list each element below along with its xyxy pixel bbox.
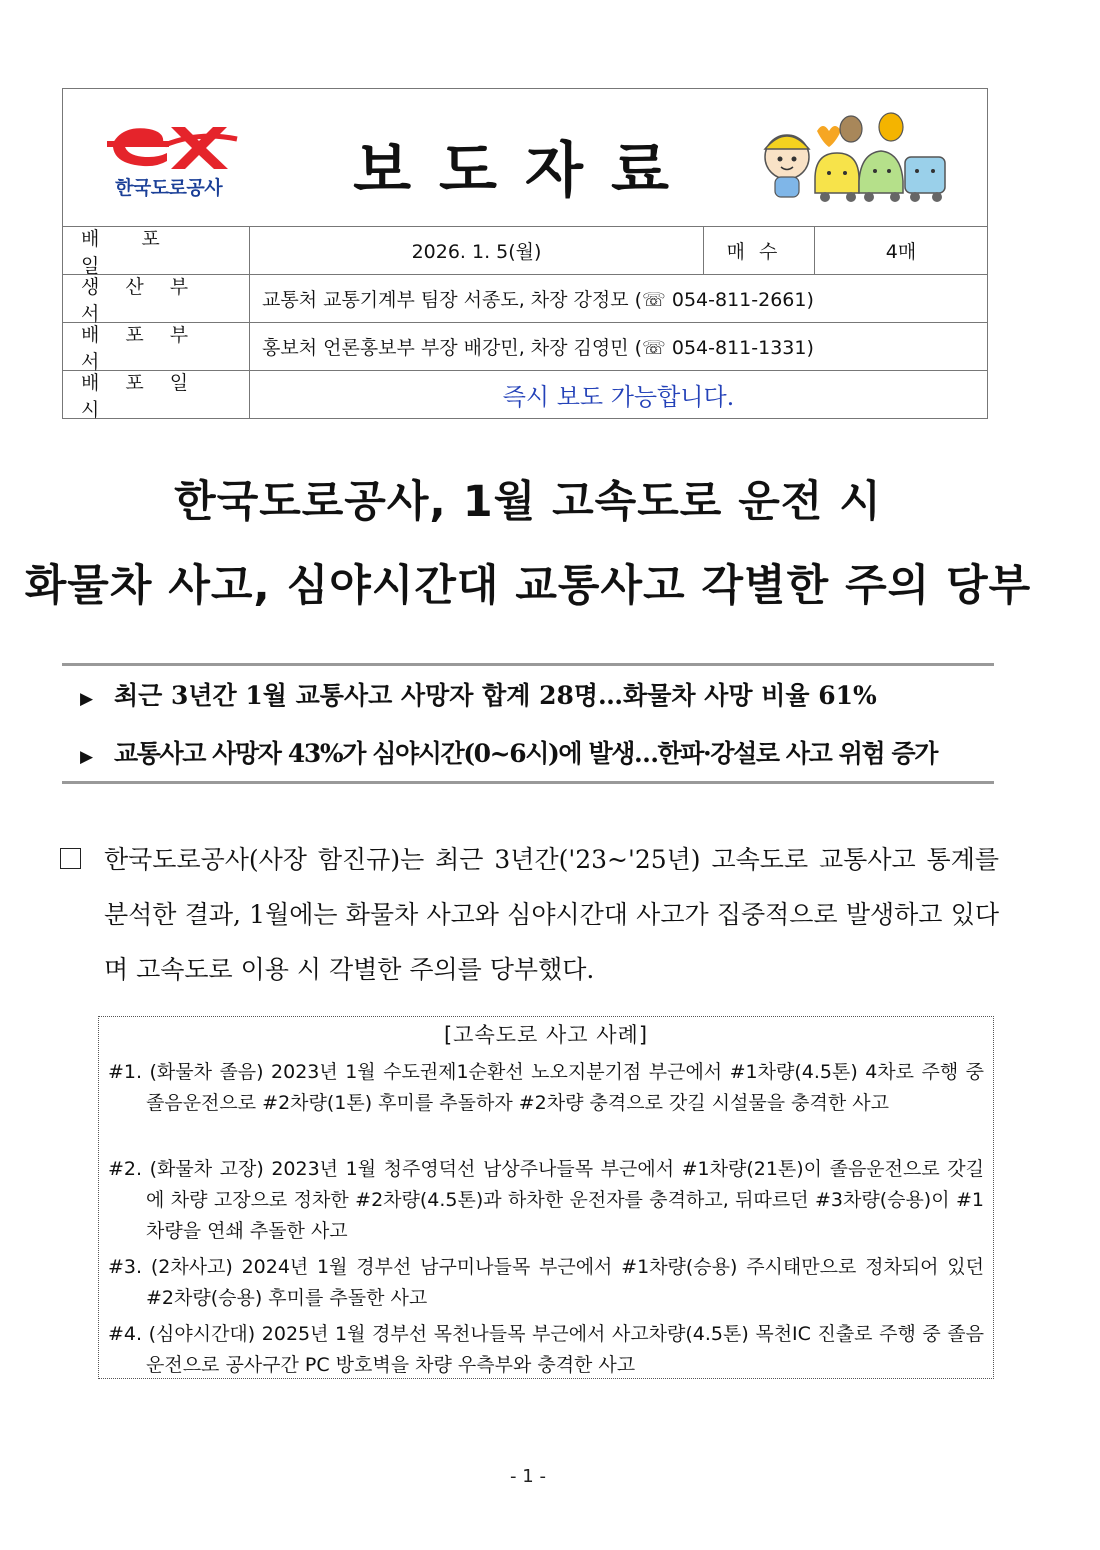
release-date-label-text: 배포일 [81,227,202,277]
accident-cases-box [98,1016,994,1379]
summary-item [80,676,877,712]
summary-item [80,734,937,770]
logo-text: 한국도로공사 [115,177,223,199]
cases-title: [고속도로 사고 사례] [443,1023,649,1047]
summary-bottom-rule [62,781,994,784]
release-time-label-text: 배포일시 [81,371,215,421]
release-date-label [63,227,250,277]
header-table [62,88,988,419]
summary-item-text: 최근 3년간 1월 교통사고 사망자 합계 28명…화물차 사망 비율 61% [114,681,877,710]
summary-item-text: 교통사고 사망자 43%가 심야시간(0~6시)에 발생…한파·강설로 사고 위험 증가 [114,739,938,768]
case-item: #1. (화물차 졸음) 2023년 1월 수도권제1순환선 노오지분기점 부근에서 #1차량(4.5톤) 4차로 주행 중 졸음운전으로 #2차량(1톤) 후미를 추돌하자 #2차량 충격으로 갓길 시설물을 충격한 사고 [108,1061,984,1114]
summary-top-rule [62,663,994,666]
producer-row [63,275,987,323]
case-item: #2. (화물차 고장) 2023년 1월 청주영덕선 남상주나들목 부근에서 #1차량(21톤)이 졸음운전으로 갓길에 차량 고장으로 정차한 #2차량(4.5톤)과 하차한 운전자를 충격하고, 뒤따르던 #3차량(승용)이 #1차량을 연쇄 추돌한 사고 [108,1158,984,1242]
release-date-row [63,227,987,275]
pages-label-text: 매수 [726,241,792,263]
case-item: #3. (2차사고) 2024년 1월 경부선 남구미나들목 부근에서 #1차량(승용) 주시태만으로 정차되어 있던 #2차량(승용) 후미를 추돌한 사고 [108,1256,984,1309]
distributor-value: 홍보처 언론홍보부 부장 배강민, 차장 김영민 (☏ 054-811-1331) [262,337,814,359]
distributor-label-text: 배포부서 [81,323,215,373]
body-paragraph: 한국도로공사(사장 함진규)는 최근 3년간('23~'25년) 고속도로 교통사고 통계를 분석한 결과, 1월에는 화물차 사고와 심야시간대 사고가 집중적으로 발생하고 있다며 고속도로 이용 시 각별한 주의를 당부했다. [104,845,999,984]
release-time-row [63,371,987,421]
producer-label-text: 생산부서 [81,275,215,325]
release-date-value: 2026. 1. 5(월) [411,241,542,263]
header-top [63,89,987,227]
producer-value: 교통처 교통기계부 팀장 서종도, 차장 강정모 (☏ 054-811-2661) [262,289,814,311]
page-number: - 1 - [510,1466,546,1487]
headline-line-1: 한국도로공사, 1월 고속도로 운전 시 [174,477,882,527]
document-type-title: 보도자료 [353,136,697,206]
mascot-characters-icon [751,109,951,205]
pages-value: 4매 [885,241,917,263]
checkbox-bullet-icon [60,848,81,869]
distributor-label [63,323,250,373]
release-time-label [63,371,250,421]
pages-label [703,227,815,274]
headline-line-2: 화물차 사고, 심야시간대 교통사고 각별한 주의 당부 [24,561,1032,611]
release-time-value: 즉시 보도 가능합니다. [502,383,735,411]
producer-label [63,275,250,325]
triangle-bullet-icon: ▶ [80,747,94,767]
case-item: #4. (심야시간대) 2025년 1월 경부선 목천나들목 부근에서 사고차량(4.5톤) 목천IC 진출로 주행 중 졸음운전으로 공사구간 PC 방호벽을 차량 우측부와 충격한 사고 [108,1323,984,1376]
triangle-bullet-icon: ▶ [80,689,94,709]
distributor-row [63,323,987,371]
